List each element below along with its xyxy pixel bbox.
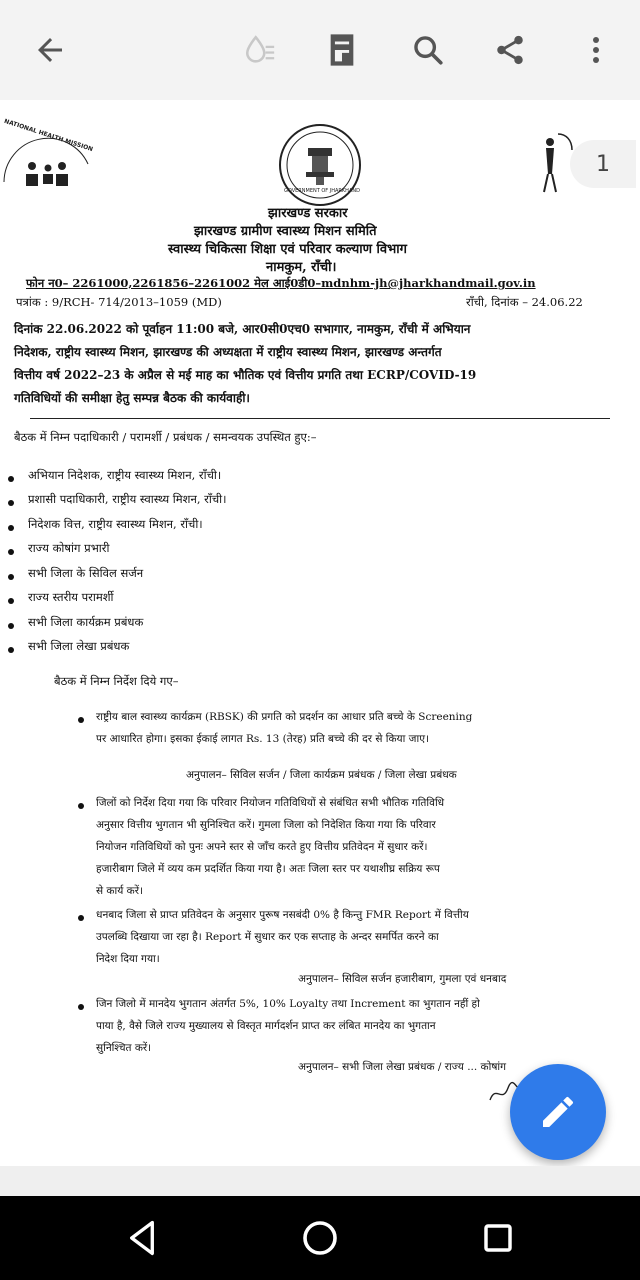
attendees-heading: बैठक में निम्न पदाधिकारी / परामर्शी / प्रबंधक / समन्वयक उपस्थित हुए:– (14, 430, 317, 444)
nhm-logo-text: NATIONAL HEALTH MISSION (3, 117, 94, 154)
reference-date: रॉंची, दिनांक – 24.06.22 (466, 295, 583, 309)
bottom-gap (0, 1166, 640, 1196)
direction-2-line-3: नियोजन गतिविधियों को पुनः अपने स्तर से जाँच करते हुए वित्तीय प्रतिवेदन में सुधार करें। (96, 841, 428, 853)
phone-email-line: फोन न0– 2261000,2261856–2261002 मेल आई0डी0–mdnhm-jh@jharkhandmail.gov.in (26, 276, 536, 290)
bullet (8, 525, 14, 531)
government-emblem (272, 122, 368, 208)
share-icon[interactable] (482, 22, 538, 78)
attendee-item: सभी जिला लेखा प्रबंधक (28, 639, 130, 653)
header-line-4: नामकुम, रॉंची। (266, 260, 337, 275)
intro-line-4: गतिविधियों की समीक्षा हेतु सम्पन्न बैठक की कार्यवाही। (14, 391, 250, 405)
app-toolbar (0, 0, 640, 100)
direction-1-compliance: अनुपालन– सिविल सर्जन / जिला कार्यक्रम प्रबंधक / जिला लेखा प्रबंधक (186, 769, 457, 781)
search-icon[interactable] (400, 22, 456, 78)
attendee-item: सभी जिला कार्यक्रम प्रबंधक (28, 615, 144, 629)
system-navigation-bar (0, 1196, 640, 1280)
attendee-item: राज्य कोषांग प्रभारी (28, 541, 110, 555)
attendee-item: अभियान निदेशक, राष्ट्रीय स्वास्थ्य मिशन, रॉंची। (28, 468, 222, 482)
direction-4-line-3: सुनिश्चित करें। (96, 1042, 152, 1054)
direction-4-line-1: जिन जिलो में मानदेय भुगतान अंतर्गत 5%, 10% Loyalty तथा Increment का भुगतान नहीं हो (96, 998, 480, 1010)
arrow-left-icon[interactable] (22, 22, 78, 78)
bullet (8, 476, 14, 482)
direction-2-line-5: से कार्य करें। (96, 885, 143, 897)
attendee-item: प्रशासी पदाधिकारी, राष्ट्रीय स्वास्थ्य मिशन, रॉंची। (28, 492, 227, 506)
attendee-item: राज्य स्तरीय परामर्शी (28, 590, 114, 604)
more-vert-icon[interactable] (568, 22, 624, 78)
direction-2-line-2: अनुसार वित्तीय भुगतान भी सुनिश्चित करें। गुमला जिला को निदेशित किया गया कि परिवार (96, 819, 436, 831)
direction-1-line-1: राष्ट्रीय बाल स्वास्थ्य कार्यक्रम (RBSK) की प्रगति को प्रदर्शन का आधार प्रति बच्चे के Screening (96, 711, 473, 723)
intro-line-2: निदेशक, राष्ट्रीय स्वास्थ्य मिशन, झारखण्ड की अध्यक्षता में राष्ट्रीय स्वास्थ्य मिशन, झारखण्ड अन्तर्गत (14, 345, 442, 359)
nav-recents-icon[interactable] (472, 1212, 524, 1264)
edit-fab-button[interactable] (510, 1064, 606, 1160)
header-line-2: झारखण्ड ग्रामीण स्वास्थ्य मिशन समिति (194, 224, 377, 239)
bullet (8, 647, 14, 653)
pencil-edit-icon (538, 1092, 578, 1132)
direction-3-line-3: निदेश दिया गया। (96, 953, 160, 965)
divider-line (30, 418, 610, 419)
bullet (78, 1004, 84, 1010)
attendee-item: निदेशक वित्त, राष्ट्रीय स्वास्थ्य मिशन, रॉंची। (28, 517, 203, 531)
bullet (8, 623, 14, 629)
page-indicator (570, 140, 636, 188)
header-line-3: स्वास्थ्य चिकित्सा शिक्षा एवं परिवार कल्याण विभाग (168, 242, 407, 257)
direction-4-compliance: अनुपालन– सभी जिला लेखा प्रबंधक / राज्य ... कोषांग (298, 1061, 507, 1073)
ink-drop-icon[interactable] (232, 22, 288, 78)
bullet (78, 915, 84, 921)
document-page[interactable] (0, 100, 640, 1166)
bullet (8, 574, 14, 580)
attendee-item: सभी जिला के सिविल सर्जन (28, 566, 144, 580)
bullet (8, 549, 14, 555)
intro-line-3: वित्तीय वर्ष 2022–23 के अप्रैल से मई माह का भौतिक एवं वित्तीय प्रगति तथा ECRP/COVID-19 (14, 368, 477, 382)
direction-1-line-2: पर आधारित होगा। इसका ईकाई लागत Rs. 13 (तेरह) प्रति बच्चे की दर से किया जाए। (96, 733, 429, 745)
bullet (78, 803, 84, 809)
nav-back-icon[interactable] (116, 1212, 168, 1264)
direction-3-compliance: अनुपालन– सिविल सर्जन हजारीबाग, गुमला एवं धनबाद (298, 973, 507, 985)
direction-3-line-1: धनबाद जिला से प्राप्त प्रतिवेदन के अनुसार पुरूष नसबंदी 0% है किन्तु FMR Report में वित्तीय (96, 909, 469, 921)
directions-heading: बैठक में निम्न निर्देश दिये गए– (54, 674, 179, 688)
direction-2-line-1: जिलों को निर्देश दिया गया कि परिवार नियोजन गतिविधियों से संबंधित सभी भौतिक गतिविधि (96, 797, 445, 809)
reference-number: पत्रांक : 9/RCH- 714/2013–1059 (MD) (16, 295, 222, 309)
direction-4-line-2: पाया है, वैसे जिले राज्य मुख्यालय से विस्तृत मार्गदर्शन प्राप्त कर लंबित मानदेय का भुगतान (96, 1020, 436, 1032)
bullet (78, 717, 84, 723)
page-number-text: 1 (596, 151, 610, 177)
bullet (8, 598, 14, 604)
document-icon[interactable] (314, 22, 370, 78)
emblem-text: GOVERNMENT OF JHARKHAND (284, 188, 360, 194)
direction-3-line-2: उपलब्धि दिखाया जा रहा है। Report में सुधार कर एक सप्ताह के अन्दर समर्पित करने का (96, 931, 439, 943)
direction-2-line-4: हजारीबाग जिले में व्यय कम प्रदर्शित किया गया है। अतः जिला स्तर पर यथाशीघ्र सक्रिय रूप (96, 863, 440, 875)
bullet (8, 500, 14, 506)
nhm-logo (0, 117, 98, 194)
header-line-1: झारखण्ड सरकार (268, 206, 348, 221)
nav-home-icon[interactable] (294, 1212, 346, 1264)
intro-line-1: दिनांक 22.06.2022 को पूर्वाहन 11:00 बजे, आर0सी0एच0 सभागार, नामकुम, रॉंची में अभियान (14, 322, 471, 336)
